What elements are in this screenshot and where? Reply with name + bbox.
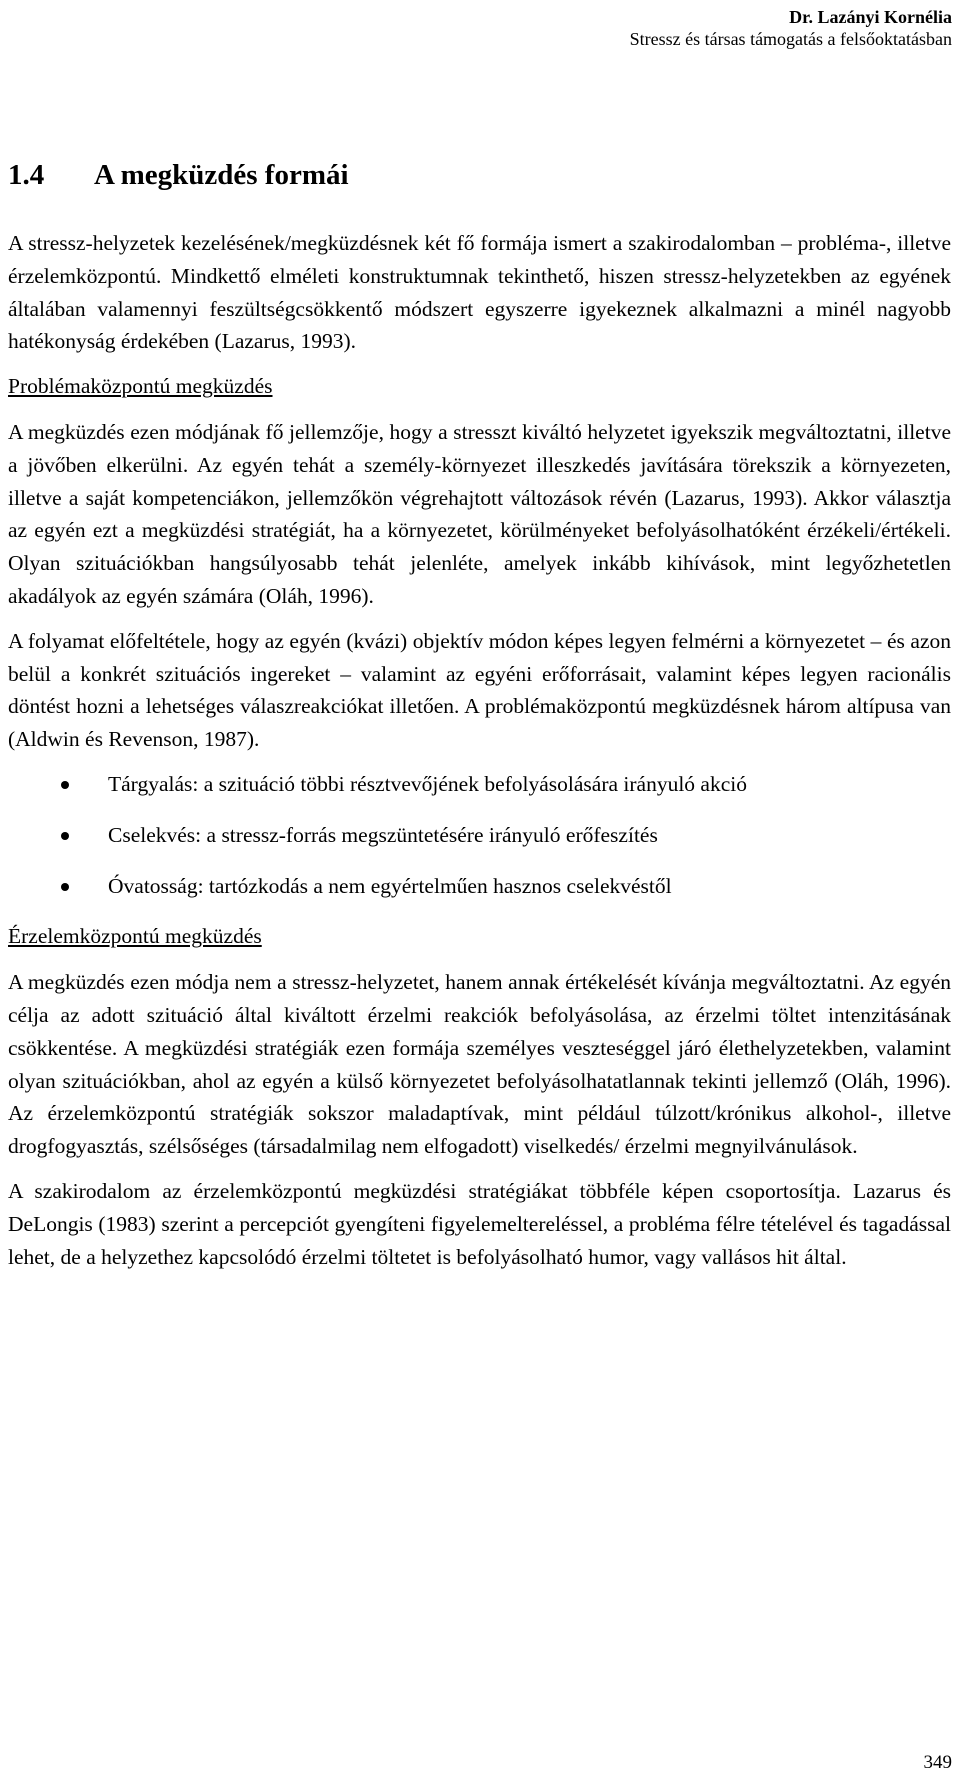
intro-paragraph: A stressz-helyzetek kezelésének/megküzdésnek két fő formája ismert a szakirodalomban – probléma-, illetve érzelemközpontú. Mindkettő elméleti konstruktumnak tekinthető, hiszen stressz-helyzetekben az egyének általában valamennyi feszültségcsökkentő módszert egyszerre igyekeznek alkalmazni a minél nagyobb hatékonyság érdekében (Lazarus, 1993). [8, 231, 951, 354]
section-heading [8, 158, 951, 192]
bullet-icon [61, 781, 69, 789]
section-number: 1.4 [8, 159, 45, 191]
header-title: Stressz és társas támogatás a felsőoktatásban [629, 29, 952, 49]
page-number: 349 [923, 1752, 952, 1773]
subheading-problem-focused: Problémaközpontú megküzdés [8, 374, 273, 399]
problem-focused-paragraph-2: A folyamat előfeltétele, hogy az egyén (kvázi) objektív módon képes legyen felmérni a környezetet – és azon belül a konkrét szituációs ingereket – valamint az egyéni erőforrásait, valamint képes legyen racionális döntést hozni a lehetséges válaszreakciókat illetően. A problémaközpontú megküzdésnek három altípusa van (Aldwin és Revenson, 1987). [8, 628, 951, 752]
section-title: A megküzdés formái [94, 159, 349, 191]
header-author: Dr. Lazányi Kornélia [789, 7, 952, 27]
bullet-icon [61, 883, 69, 891]
list-item-text: Cselekvés: a stressz-forrás megszüntetésére irányuló erőfeszítés [108, 822, 658, 847]
list-item-text: Óvatosság: tartózkodás a nem egyértelműen hasznos cselekvéstől [108, 873, 672, 898]
list-item [8, 768, 951, 801]
page-content [8, 158, 951, 1285]
list-item-text: Tárgyalás: a szituáció többi résztvevőjének befolyásolására irányuló akció [108, 771, 747, 796]
bullet-icon [61, 832, 69, 840]
emotion-focused-paragraph-2: A szakirodalom az érzelemközpontú megküzdési stratégiákat többféle képen csoportosítja. Lazarus és DeLongis (1983) szerint a percepciót gyengíteni figyelemeltereléssel, a probléma félre tételével és tagadással lehet, de a helyzethez kapcsolódó érzelmi töltetet is befolyásolható humor, vagy vallásos hit által. [8, 1178, 951, 1269]
subtype-list [8, 768, 951, 902]
list-item [8, 870, 951, 903]
page-header [630, 6, 952, 50]
subheading-emotion-focused: Érzelemközpontú megküzdés [8, 924, 262, 949]
problem-focused-paragraph-1: A megküzdés ezen módjának fő jellemzője, hogy a stresszt kiváltó helyzetet igyekszik megváltoztatni, illetve a jövőben elkerülni. Az egyén tehát a személy-környezet illeszkedés javítására törekszik a környezeten, illetve a saját kompetenciákon, jellemzőkön végrehajtott változások révén (Lazarus, 1993). Akkor választja az egyén ezt a megküzdési stratégiát, ha a környezetet, körülményeket befolyásolhatóként érzékeli/értékeli. Olyan szituációkban hangsúlyosabb tehát jelenléte, amelyek inkább kihívások, mint legyőzhetetlen akadályok az egyén számára (Oláh, 1996). [8, 419, 951, 608]
list-item [8, 819, 951, 852]
emotion-focused-paragraph-1: A megküzdés ezen módja nem a stressz-helyzetet, hanem annak értékelését kívánja megváltoztatni. Az egyén célja az adott szituáció által kiváltott érzelmi reakciók befolyásolása, az érzelmi töltet intenzitásának csökkentése. A megküzdési stratégiák ezen formája személyes veszteséggel járó élethelyzetekben, valamint olyan szituációkban, ahol az egyén a külső környezetet befolyásolhatatlannak tekinti jellemző (Oláh, 1996). Az érzelemközpontú stratégiák sokszor maladaptívak, mint például túlzott/krónikus alkohol-, illetve drogfogyasztás, szélsőséges (társadalmilag nem elfogadott) viselkedés/ érzelmi megnyilvánulások. [8, 970, 951, 1159]
